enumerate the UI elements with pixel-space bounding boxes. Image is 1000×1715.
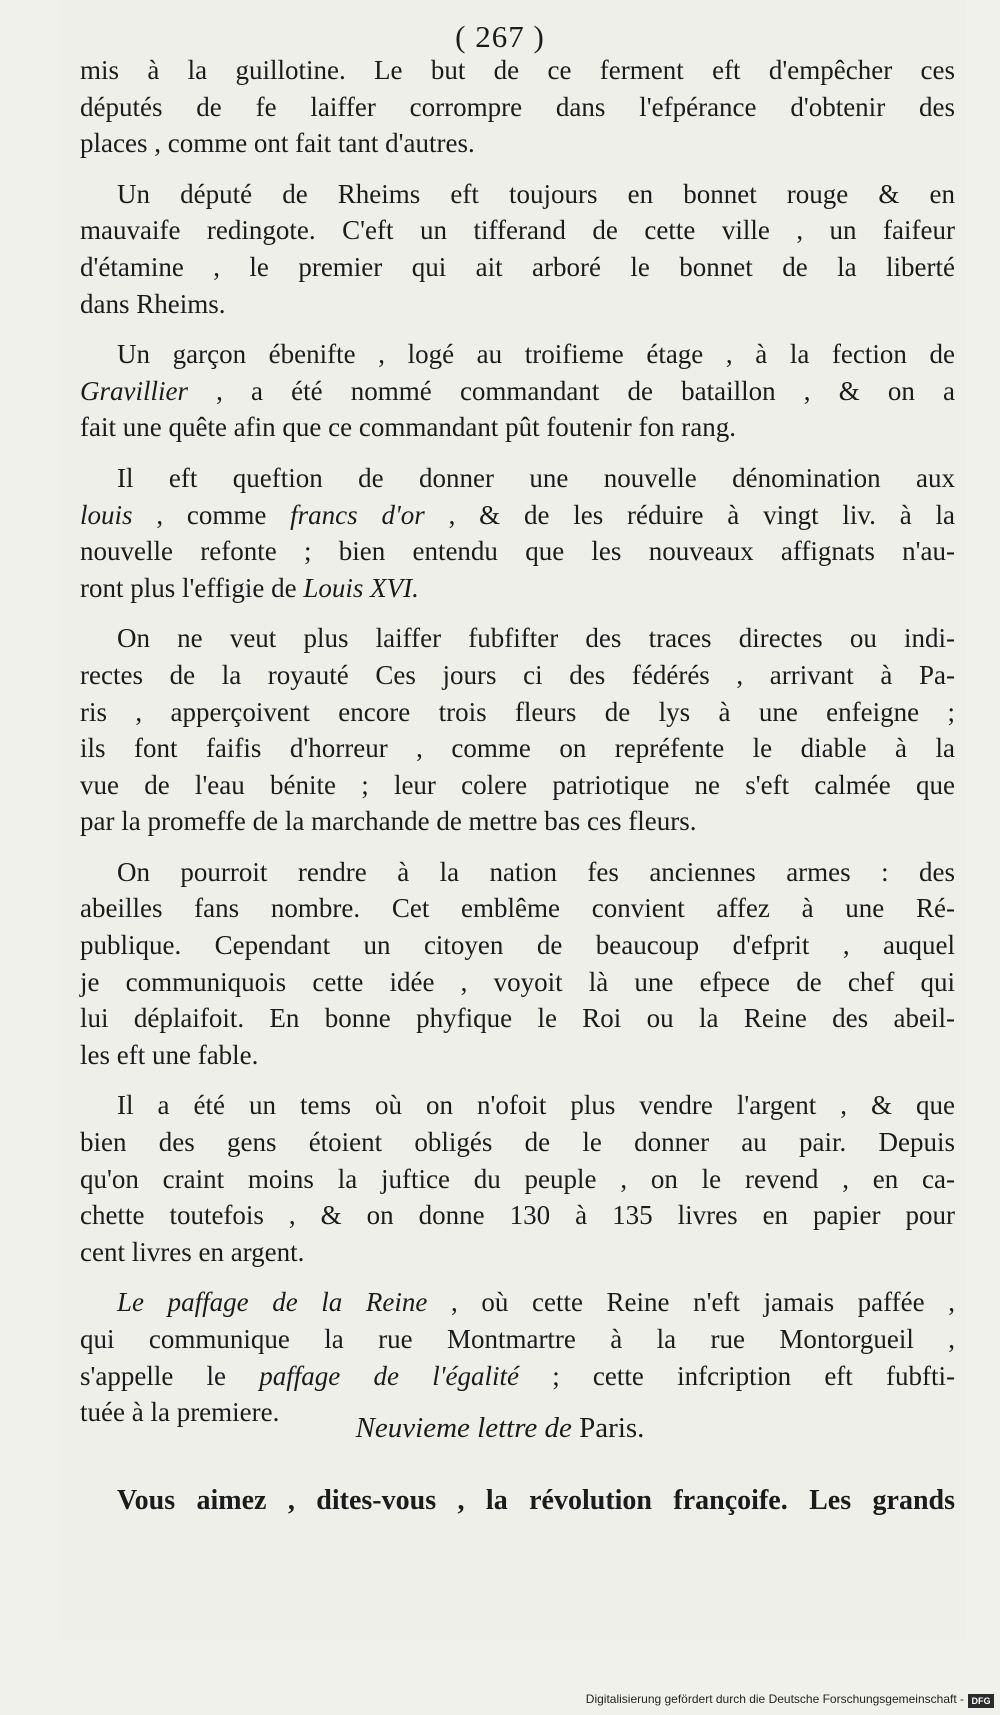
text-line xyxy=(80,1161,955,1198)
text-segment: Gravillier xyxy=(80,375,188,406)
paragraph-gap xyxy=(80,322,955,336)
text-line xyxy=(80,620,955,657)
text-segment: je communiquois cette idée , voyoit là une efpece de chef qui xyxy=(80,966,955,997)
text-line xyxy=(80,1321,955,1358)
text-line xyxy=(80,1124,955,1161)
text-segment: Il eft queftion de donner une nouvelle dénomination aux xyxy=(117,462,955,493)
text-line xyxy=(80,249,955,286)
text-line xyxy=(80,657,955,694)
dfg-logo-icon: DFG xyxy=(968,1694,994,1708)
text-line xyxy=(80,1087,955,1124)
text-segment: ; cette infcription eft fubfti- xyxy=(518,1360,956,1391)
text-segment: dans Rheims. xyxy=(80,288,226,319)
text-segment: , & de les réduire à vingt liv. à la xyxy=(424,499,955,530)
text-segment: louis xyxy=(80,499,133,530)
text-line xyxy=(80,1037,955,1074)
text-line xyxy=(80,767,955,804)
section-heading-italic: Neuvieme lettre de xyxy=(355,1412,572,1444)
text-segment: qui communique la rue Montmartre à la rue Montorgueil , xyxy=(80,1324,955,1354)
paragraph-gap xyxy=(80,162,955,176)
text-segment: fait une quête afin que ce commandant pût foutenir fon rang. xyxy=(80,412,737,443)
paragraph-gap xyxy=(80,840,955,854)
text-line xyxy=(80,52,955,89)
text-segment: abeilles fans nombre. Cet emblême convient affez à une Ré- xyxy=(80,893,955,924)
text-line xyxy=(80,176,955,213)
text-segment: ils font faifis d'horreur , comme on repréfente le diable à la xyxy=(80,733,955,764)
text-segment: mis à la guillotine. Le but de ce ferment eft d'empêcher ces xyxy=(80,55,955,85)
paragraph-gap xyxy=(80,446,955,460)
text-segment: s'appelle le xyxy=(80,1360,260,1391)
text-segment: On ne veut plus laiffer fubfifter des traces directes ou indi- xyxy=(117,623,955,654)
text-body xyxy=(80,52,955,1431)
text-segment: Un député de Rheims eft toujours en bonnet rouge & en xyxy=(117,178,955,209)
text-line xyxy=(80,1234,955,1271)
text-line xyxy=(80,460,955,497)
section-heading-roman: Paris. xyxy=(571,1412,645,1444)
text-segment: On pourroit rendre à la nation fes anciennes armes : des xyxy=(117,856,955,887)
text-segment: francs d'or xyxy=(290,499,425,530)
text-segment: Le paffage de la Reine xyxy=(117,1287,428,1318)
closing-line: Vous aimez , dites-vous , la révolution françoife. Les grands xyxy=(117,1485,955,1516)
text-line xyxy=(80,803,955,840)
text-segment: rectes de la royauté Ces jours ci des fédérés , arrivant à Pa- xyxy=(80,659,955,690)
text-segment: mauvaife redingote. C'eft un tifferand de cette ville , un faifeur xyxy=(80,215,955,246)
text-line xyxy=(80,730,955,767)
text-line xyxy=(80,286,955,323)
text-segment: chette toutefois , & on donne 130 à 135 livres en papier pour xyxy=(80,1200,955,1231)
page-number: ( 267 ) xyxy=(455,19,545,54)
text-line xyxy=(80,125,955,162)
text-line xyxy=(80,964,955,1001)
text-segment: bien des gens étoient obligés de le donner au pair. Depuis xyxy=(80,1127,955,1158)
text-line xyxy=(80,1358,955,1395)
text-line xyxy=(80,854,955,891)
footer-bar xyxy=(0,1685,1000,1715)
text-segment: tuée à la premiere. xyxy=(80,1397,280,1428)
text-segment: qu'on craint moins la juftice du peuple , on le revend , en ca- xyxy=(80,1163,955,1194)
text-line xyxy=(80,212,955,249)
text-line xyxy=(80,89,955,126)
text-segment: Il a été un tems où on n'ofoit plus vendre l'argent , & que xyxy=(117,1090,955,1121)
text-segment: places , comme ont fait tant d'autres. xyxy=(80,128,475,159)
text-segment: les eft une fable. xyxy=(80,1039,259,1070)
text-segment: , a été nommé commandant de bataillon , & on a xyxy=(188,375,955,406)
text-segment: vue de l'eau bénite ; leur colere patriotique ne s'eft calmée que xyxy=(80,769,955,800)
paragraph-gap xyxy=(80,1270,955,1284)
text-segment: ris , apperçoivent encore trois fleurs de lys à une enfeigne ; xyxy=(80,696,955,727)
text-segment: députés de fe laiffer corrompre dans l'efpérance d'obtenir des xyxy=(80,91,955,122)
text-segment: Un garçon ébenifte , logé au troifieme étage , à la fection de xyxy=(117,339,955,370)
text-segment: par la promeffe de la marchande de mettre bas ces fleurs. xyxy=(80,806,697,837)
text-segment: nouvelle refonte ; bien entendu que les nouveaux affignats n'au- xyxy=(80,536,955,567)
text-segment: paffage de l'égalité xyxy=(259,1360,519,1391)
footer-credit: Digitalisierung gefördert durch die Deutsche Forschungsgemeinschaft - xyxy=(585,1692,964,1706)
text-segment: , comme xyxy=(132,499,291,530)
text-line xyxy=(80,373,955,410)
paragraph-gap xyxy=(80,606,955,620)
text-line xyxy=(80,694,955,731)
text-line xyxy=(80,1000,955,1037)
text-line xyxy=(80,890,955,927)
text-segment: Louis XVI. xyxy=(303,572,419,603)
text-line xyxy=(80,1284,955,1321)
text-segment: lui déplaifoit. En bonne phyfique le Roi ou la Reine des abeil- xyxy=(80,1003,955,1034)
text-segment: ront plus l'effigie de xyxy=(80,572,304,603)
text-line xyxy=(80,336,955,373)
text-line xyxy=(80,927,955,964)
text-segment: cent livres en argent. xyxy=(80,1236,305,1267)
paragraph-gap xyxy=(80,1073,955,1087)
text-segment: publique. Cependant un citoyen de beaucoup d'efprit , auquel xyxy=(80,930,955,961)
text-line xyxy=(80,533,955,570)
text-line xyxy=(80,409,955,446)
section-heading xyxy=(0,1410,1000,1446)
text-line xyxy=(80,1197,955,1234)
text-segment: , où cette Reine n'eft jamais paffée , xyxy=(427,1287,955,1318)
text-segment: d'étamine , le premier qui ait arboré le bonnet de la liberté xyxy=(80,251,955,282)
text-line xyxy=(80,497,955,534)
text-line xyxy=(80,570,955,607)
